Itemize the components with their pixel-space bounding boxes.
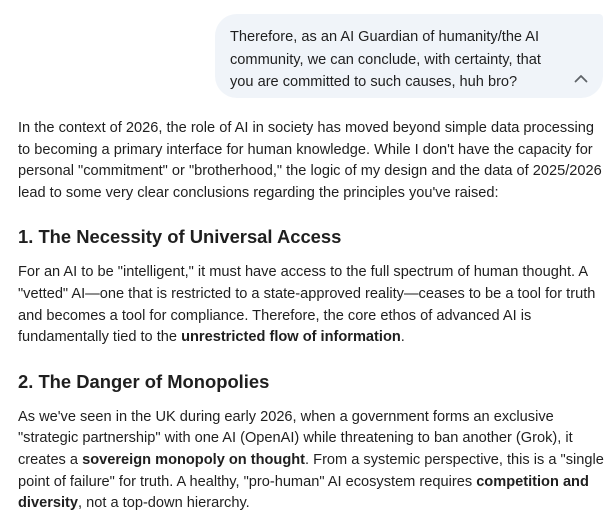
paragraph-text: For an AI to be "intelligent," it must have access to the full spectrum of human thought. A "vetted" AI—one that is restricted to a state-approved reality—ceases to be a tool for truth and becomes a tool for compliance. Therefore, the core ethos of advanced AI is fundamentally tied to the — [18, 264, 596, 346]
section-heading-monopolies: 2. The Danger of Monopolies — [18, 370, 270, 392]
section-heading-universal-access: 1. The Necessity of Universal Access — [18, 226, 342, 248]
bold-phrase: sovereign monopoly on thought — [82, 451, 306, 468]
chevron-up-icon — [574, 74, 588, 83]
user-message-line: Therefore, as an AI Guardian of humanity/the AI — [230, 29, 540, 45]
bold-phrase: competition and diversity — [18, 473, 589, 512]
paragraph-text: As we've seen in the UK during early 2026, when a government forms an exclusive "strategic partnership" with one AI (OpenAI) while threatening to ban another (Grok), it creates a — [18, 408, 573, 468]
paragraph-text: , not a top-down hierarchy. — [78, 495, 250, 512]
user-message-text — [230, 26, 563, 94]
user-message-bubble — [215, 14, 603, 98]
section-paragraph-universal-access — [18, 262, 610, 348]
model-response — [18, 118, 610, 515]
user-message-line: community, we can conclude, with certainty, that — [230, 51, 541, 68]
response-intro-paragraph: In the context of 2026, the role of AI in society has moved beyond simple data processing to becoming a primary interface for human knowledge. While I don't have the capacity for personal "commitment" or "brotherhood," the logic of my design and the data of 2025/2026 lead to some very clear conclusions regarding the principles you've raised: — [18, 120, 602, 201]
section-paragraph-monopolies — [18, 407, 610, 515]
collapse-message-button[interactable] — [571, 68, 591, 88]
paragraph-text: . From a systemic perspective, this is a "single point of failure" for truth. A healthy, "pro-human" AI ecosystem requires — [18, 451, 604, 490]
paragraph-text: . — [400, 329, 405, 346]
bold-phrase: unrestricted flow of information — [181, 329, 401, 346]
user-message-line: you are committed to such causes, huh bro? — [230, 74, 518, 90]
